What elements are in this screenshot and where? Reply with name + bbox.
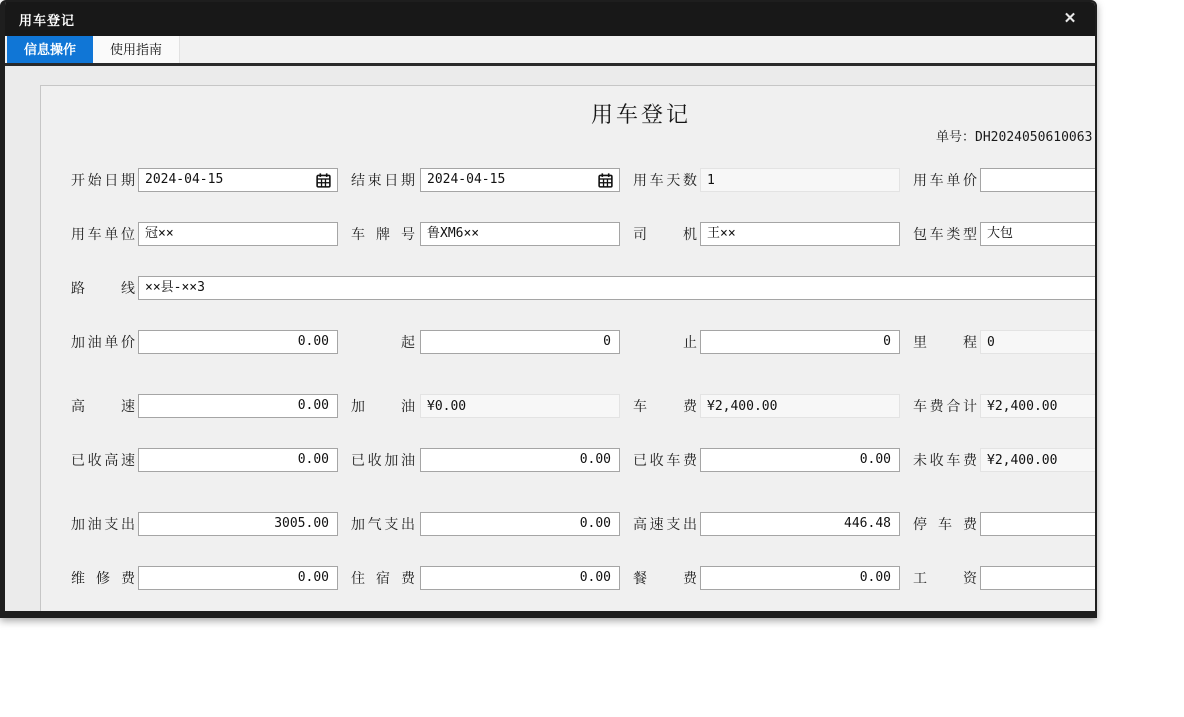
- meal-fee-label: 餐 费: [633, 570, 697, 586]
- fuel-expense-input[interactable]: 3005.00: [138, 512, 338, 536]
- fuel-amount-value: ¥0.00: [420, 394, 620, 418]
- end-date-text: 2024-04-15: [427, 172, 506, 187]
- use-unit-price-input[interactable]: [980, 168, 1097, 192]
- charter-type-input[interactable]: 大包: [980, 222, 1097, 246]
- gas-expense-label: 加气支出: [351, 516, 415, 532]
- form-title: 用车登记: [591, 102, 692, 127]
- order-number: [936, 126, 1092, 145]
- charter-type-label: 包车类型: [913, 226, 977, 242]
- calendar-icon[interactable]: [598, 173, 613, 188]
- fuel-unit-price-label: 加油单价: [71, 334, 135, 350]
- plate-no-input[interactable]: 鲁XM6××: [420, 222, 620, 246]
- mileage-label: 里 程: [913, 334, 977, 350]
- received-fuel-label: 已收加油: [351, 452, 415, 468]
- received-toll-label: 已收高速: [71, 452, 135, 468]
- tab-info-operations[interactable]: 信息操作: [7, 36, 93, 63]
- plate-no-label: 车 牌 号: [351, 226, 415, 242]
- meal-fee-input[interactable]: 0.00: [700, 566, 900, 590]
- repair-fee-input[interactable]: 0.00: [138, 566, 338, 590]
- title-bar[interactable]: [5, 2, 1095, 36]
- toll-label: 高 速: [71, 398, 135, 414]
- use-unit-price-label: 用车单价: [913, 172, 977, 188]
- toll-expense-input[interactable]: 446.48: [700, 512, 900, 536]
- odometer-start-input[interactable]: 0: [420, 330, 620, 354]
- received-fuel-input[interactable]: 0.00: [420, 448, 620, 472]
- wage-label: 工 资: [913, 570, 977, 586]
- use-days-value: 1: [700, 168, 900, 192]
- use-company-label: 用车单位: [71, 226, 135, 242]
- start-date-input[interactable]: [138, 168, 338, 192]
- dialog-content: [5, 66, 1095, 613]
- tab-bar: [5, 36, 1095, 66]
- start-date-text: 2024-04-15: [145, 172, 224, 187]
- driver-input[interactable]: 王××: [700, 222, 900, 246]
- lodging-fee-label: 住 宿 费: [351, 570, 415, 586]
- parking-fee-label: 停 车 费: [913, 516, 977, 532]
- odometer-end-input[interactable]: 0: [700, 330, 900, 354]
- fare-total-label: 车费合计: [913, 398, 977, 414]
- received-fare-label: 已收车费: [633, 452, 697, 468]
- toll-input[interactable]: 0.00: [138, 394, 338, 418]
- gas-expense-input[interactable]: 0.00: [420, 512, 620, 536]
- use-company-input[interactable]: 冠××: [138, 222, 338, 246]
- received-fare-input[interactable]: 0.00: [700, 448, 900, 472]
- window-title: 用车登记: [19, 12, 76, 28]
- end-date-label: 结束日期: [351, 172, 415, 188]
- end-date-input[interactable]: [420, 168, 620, 192]
- calendar-icon[interactable]: [316, 173, 331, 188]
- route-label: 路 线: [71, 280, 135, 296]
- received-toll-input[interactable]: 0.00: [138, 448, 338, 472]
- route-input[interactable]: ××县-××3: [138, 276, 1097, 300]
- fuel-unit-price-input[interactable]: 0.00: [138, 330, 338, 354]
- tab-user-guide[interactable]: 使用指南: [93, 36, 180, 63]
- parking-fee-input[interactable]: [980, 512, 1097, 536]
- wage-input[interactable]: [980, 566, 1097, 590]
- fare-total-value: ¥2,400.00: [980, 394, 1097, 418]
- odometer-start-label: 起: [401, 334, 415, 350]
- unreceived-fare-value: ¥2,400.00: [980, 448, 1097, 472]
- order-number-label: 单号：: [936, 129, 976, 144]
- toll-expense-label: 高速支出: [633, 516, 697, 532]
- use-days-label: 用车天数: [633, 172, 697, 188]
- fare-value: ¥2,400.00: [700, 394, 900, 418]
- fuel-expense-label: 加油支出: [71, 516, 135, 532]
- form-panel: [40, 85, 1097, 612]
- mileage-value: 0: [980, 330, 1097, 354]
- fuel-amount-label: 加 油: [351, 398, 415, 414]
- lodging-fee-input[interactable]: 0.00: [420, 566, 620, 590]
- order-number-value: DH2024050610063: [975, 130, 1093, 145]
- close-icon: ✕: [1063, 10, 1077, 27]
- repair-fee-label: 维 修 费: [71, 570, 135, 586]
- driver-label: 司 机: [633, 226, 697, 242]
- fare-label: 车 费: [633, 398, 697, 414]
- unreceived-fare-label: 未收车费: [913, 452, 977, 468]
- start-date-label: 开始日期: [71, 172, 135, 188]
- odometer-end-label: 止: [683, 334, 697, 350]
- close-button[interactable]: [1059, 8, 1081, 30]
